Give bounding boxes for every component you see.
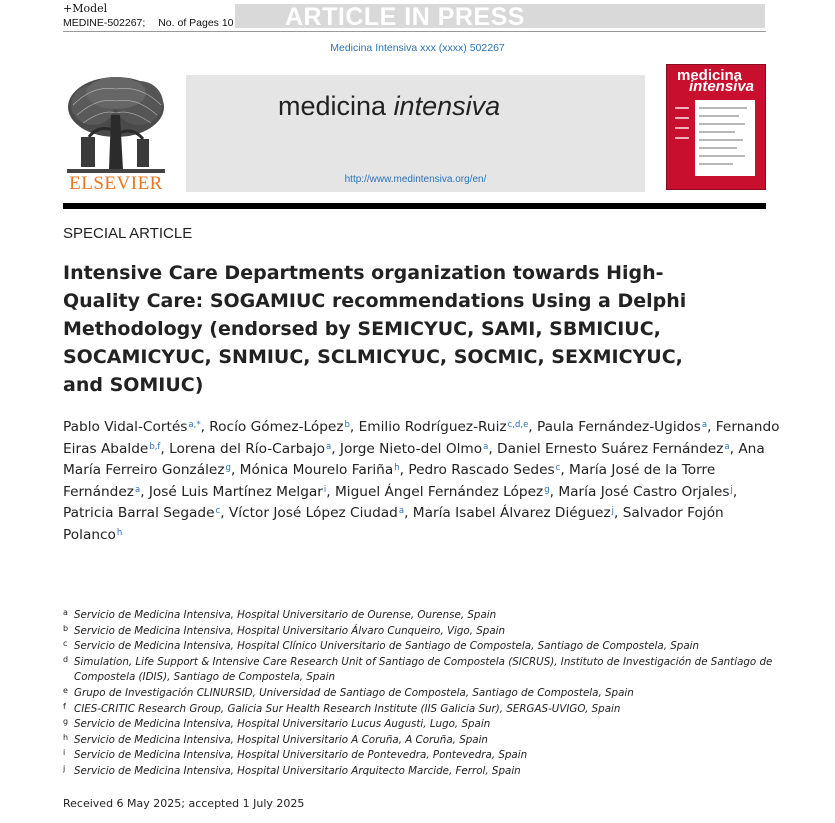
- author-affiliation-link[interactable]: b: [344, 420, 350, 430]
- affiliation-marker: g: [63, 717, 69, 727]
- affiliation-item: [63, 624, 783, 640]
- affiliation-text: Servicio de Medicina Intensiva, Hospital Universitario de Pontevedra, Pontevedra, Spain: [74, 749, 528, 762]
- article-type-label: SPECIAL ARTICLE: [63, 225, 193, 242]
- affiliation-text: Simulation, Life Support & Intensive Care Research Unit of Santiago de Compostela (SICRUS), Instituto de Investigación de Santiago de Compostela (IDIS), Santiago de Compostela, Spain: [74, 655, 773, 684]
- affiliation-marker: b: [63, 623, 69, 633]
- author-name: Víctor José López Ciudad: [228, 505, 398, 521]
- author-affiliation-link[interactable]: b,f: [149, 441, 161, 452]
- affiliation-text: Servicio de Medicina Intensiva, Hospital Universitario Álvaro Cunqueiro, Vigo, Spain: [74, 624, 506, 637]
- author-name: Emilio Rodríguez-Ruiz: [358, 419, 507, 435]
- author-name: Pedro Rascado Sedes: [408, 462, 555, 478]
- affiliation-text: Servicio de Medicina Intensiva, Hospital Universitario A Coruña, A Coruña, Spain: [74, 733, 488, 746]
- affiliation-marker: h: [63, 732, 69, 742]
- elsevier-wordmark: ELSEVIER: [69, 173, 163, 194]
- cover-title-line-1: medicina: [677, 67, 743, 84]
- cover-text-line: [699, 131, 735, 133]
- author-affiliation-link[interactable]: i: [323, 484, 327, 495]
- affiliation-text: Servicio de Medicina Intensiva, Hospital Clínico Universitario de Santiago de Compostela, Santiago de Compostela, Spain: [74, 640, 700, 653]
- manuscript-id: MEDINE-502267;: [63, 17, 146, 29]
- affiliation-text: Grupo de Investigación CLINURSID, Universidad de Santiago de Compostela, Santiago de Compostela, Spain: [74, 686, 634, 699]
- affiliation-text: Servicio de Medicina Intensiva, Hospital Universitario Arquitecto Marcide, Ferrol, Spain: [74, 764, 521, 777]
- author-affiliation-link[interactable]: a: [326, 441, 332, 452]
- affiliation-item: [63, 608, 783, 624]
- manuscript-meta: [63, 17, 244, 29]
- article-in-press-label: ARTICLE IN PRESS: [285, 3, 525, 31]
- cover-text-line: [699, 139, 743, 141]
- author-affiliation-link[interactable]: a,*: [188, 420, 201, 430]
- author-name: Miguel Ángel Fernández López: [335, 483, 544, 500]
- author-affiliation-link[interactable]: a: [134, 484, 141, 495]
- author-name: Patricia Barral Segade: [63, 505, 215, 521]
- received-dates: Received 6 May 2025; accepted 1 July 2025: [63, 797, 305, 810]
- affiliation-item: [63, 764, 783, 780]
- affiliation-text: CIES-CRITIC Research Group, Galicia Sur Health Research Institute (IIS Galicia Sur), SERGAS-UVIGO, Spain: [74, 702, 621, 715]
- author-name: Salvador Fojón Polanco: [63, 505, 724, 543]
- author-name: Lorena del Río-Carbajo: [169, 440, 325, 457]
- affiliation-list: [63, 608, 783, 780]
- author-name: José Luis Martínez Melgar: [148, 483, 323, 500]
- author-affiliation-link[interactable]: c: [555, 463, 561, 473]
- author-affiliation-link[interactable]: a: [701, 420, 708, 430]
- affiliation-marker: i: [63, 748, 66, 758]
- author-name: Daniel Ernesto Suárez Fernández: [497, 440, 724, 457]
- affiliation-marker: d: [63, 654, 69, 664]
- author-affiliation-link[interactable]: j: [611, 506, 615, 516]
- cover-title-line-2: intensiva: [689, 78, 755, 95]
- cover-stripe: [675, 107, 689, 109]
- affiliation-item: [63, 702, 783, 718]
- author-name: Pablo Vidal-Cortés: [63, 419, 188, 435]
- author-name: María José de la Torre Fernández: [63, 462, 716, 500]
- journal-name-main: medicina: [278, 91, 394, 121]
- cover-stripe: [675, 117, 689, 119]
- author-affiliation-link[interactable]: c,d,e: [507, 420, 529, 430]
- cover-stripe: [675, 137, 689, 139]
- author-affiliation-link[interactable]: a: [398, 506, 405, 516]
- cover-text-line: [699, 163, 733, 165]
- banner-rule: [63, 203, 766, 209]
- journal-url-link[interactable]: http://www.medintensiva.org/en/: [344, 174, 487, 185]
- author-name: Ana María Ferreiro González: [63, 440, 765, 478]
- affiliation-item: [63, 733, 783, 749]
- page-count: No. of Pages 10: [158, 17, 234, 29]
- cover-text-line: [699, 107, 747, 109]
- affiliation-item: [63, 655, 783, 686]
- journal-name: [278, 91, 500, 122]
- author-affiliation-link[interactable]: j: [730, 484, 733, 495]
- cover-stripe: [675, 127, 689, 129]
- author-name: María José Castro Orjales: [558, 483, 730, 500]
- affiliation-item: [63, 639, 783, 655]
- cover-text-line: [699, 115, 739, 117]
- header-rule: [63, 31, 766, 32]
- author-name: Fernando Eiras Abalde: [63, 419, 780, 457]
- cover-text-line: [699, 155, 745, 157]
- affiliation-item: [63, 717, 783, 733]
- author-name: María Isabel Álvarez Diéguez: [412, 505, 611, 521]
- author-name: Paula Fernández-Ugidos: [537, 419, 701, 435]
- author-affiliation-link[interactable]: g: [544, 484, 550, 495]
- affiliation-marker: f: [63, 701, 66, 711]
- author-affiliation-link[interactable]: h: [116, 527, 123, 538]
- affiliation-text: Servicio de Medicina Intensiva, Hospital Universitario de Ourense, Ourense, Spain: [74, 609, 497, 621]
- author-name: Jorge Nieto-del Olmo: [339, 440, 483, 457]
- affiliation-item: [63, 748, 783, 764]
- author-affiliation-link[interactable]: a: [724, 441, 730, 452]
- author-name: Mónica Mourelo Fariña: [239, 462, 394, 478]
- affiliation-marker: a: [63, 608, 68, 617]
- author-affiliation-link[interactable]: h: [394, 463, 400, 473]
- affiliation-marker: e: [63, 685, 68, 695]
- affiliation-marker: c: [63, 639, 68, 649]
- affiliation-marker: j: [63, 763, 66, 773]
- author-affiliation-link[interactable]: c: [215, 506, 221, 516]
- affiliation-text: Servicio de Medicina Intensiva, Hospital Universitario Lucus Augusti, Lugo, Spain: [74, 718, 491, 731]
- author-affiliation-link[interactable]: a: [483, 441, 489, 452]
- article-title: Intensive Care Departments organization towards High-Quality Care: SOGAMIUC recommendations Using a Delphi Methodology (endorsed by SEMICYUC, SAMI, SBMICIUC, SOCAMICYUC, SNMIUC, SCLMICYUC, SOCMIC, SEXMICYUC, and SOMIUC): [63, 262, 687, 396]
- model-tag: +Model: [63, 2, 108, 15]
- cover-content-panel: [695, 100, 755, 176]
- cover-text-line: [699, 123, 745, 125]
- affiliation-item: [63, 686, 783, 702]
- journal-name-italic: intensiva: [393, 91, 501, 121]
- author-affiliation-link[interactable]: g: [225, 463, 231, 473]
- cover-text-line: [699, 147, 737, 149]
- author-list: Pablo Vidal-Cortés$^{a,*}$, Rocío Gómez-López$^b$, Emilio Rodríguez-Ruiz$^{c,d,e}$, Paula Fernández-Ugidos$^a$, Fernando Eiras Abalde$^{b,f}$, Lorena del Río-Carbajo$^a$, Jorge Nieto-del Olmo$^a$, Daniel Ernesto Suárez Fernández$^a$, Ana María Ferreiro González$^g$, Mónica Mourelo Fariña$^h$, Pedro Rascado Sedes$^c$, María José de la Torre Fernández$^a$, José Luis Martínez Melgar$^i$, Miguel Ángel Fernández López$^g$, María José Castro Orjales$^j$, Patricia Barral Segade$^c$, Víctor José López Ciudad$^a$, María Isabel Álvarez Diéguez$^j$, Salvador Fojón Polanco$^h$: [63, 419, 780, 543]
- journal-cover-thumbnail: [666, 64, 766, 190]
- author-name: Rocío Gómez-López: [209, 419, 344, 435]
- journal-reference-link[interactable]: Medicina Intensiva xxx (xxxx) 502267: [330, 42, 505, 54]
